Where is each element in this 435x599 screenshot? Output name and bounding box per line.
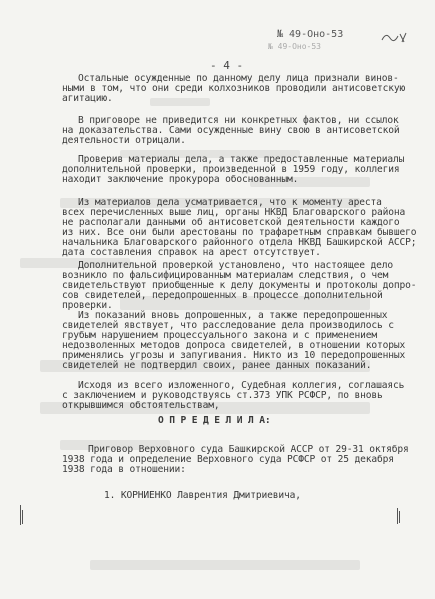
text-line: проверки. <box>62 300 113 311</box>
case-reference-faint: № 49-Оно-53 <box>268 42 321 51</box>
text-line: свидетелей явствует, что расследование дела производилось с <box>62 320 394 331</box>
page-number: - 4 - <box>210 59 244 72</box>
text-line: открывшимся обстоятельствам, <box>62 400 220 411</box>
text-line: Остальные осужденные по данному делу лица признали винов- <box>78 73 399 84</box>
text-line: дата составления справок на арест отсутствует. <box>62 247 321 258</box>
section-heading: О П Р Е Д Е Л И Л А: <box>158 415 271 426</box>
text-line: свидетелей не подтвердил своих, ранее данных показаний. <box>62 360 372 371</box>
text-line: не располагали данными об антисоветской деятельности каждого <box>62 217 400 228</box>
text-line: с заключением и руководствуясь ст.373 УПК РСФСР, по вновь <box>62 390 383 401</box>
text-line: находит заключение прокурора обоснованным. <box>62 174 299 185</box>
margin-mark <box>399 511 400 523</box>
text-line: Исходя из всего изложенного, Судебная коллегия, соглашаясь <box>78 380 405 391</box>
text-line: на доказательства. Сами осужденные вину свою в антисоветской <box>62 125 400 136</box>
text-line: Из материалов дела усматривается, что к моменту ареста <box>78 197 382 208</box>
text-line: деятельности отрицали. <box>62 135 186 146</box>
text-line: дополнительной проверки, произведенной в 1959 году, коллегия <box>62 164 400 175</box>
scan-smudge <box>90 560 360 570</box>
text-line: 1938 года и определение Верховного суда РСФСР от 25 декабря <box>62 454 394 465</box>
defendant-line: 1. КОРНИЕНКО Лаврентия Дмитриевича, <box>104 490 301 501</box>
text-line: Дополнительной проверкой установлено, что настоящее дело <box>78 260 394 271</box>
text-line: Приговор Верховного суда Башкирской АССР от 29-31 октября <box>88 444 409 455</box>
text-line: из них. Все они были арестованы по трафаретным справкам бывшего <box>62 227 417 238</box>
text-line: применялись угрозы и запугивания. Никто из 10 передопрошенных <box>62 350 406 361</box>
text-line: всех перечисленных выше лиц, органы НКВД Благоварского района <box>62 207 406 218</box>
margin-mark <box>397 508 398 524</box>
text-line: недозволенных методов допроса свидетелей, в отношении которых <box>62 340 406 351</box>
handwritten-initials-icon <box>380 30 410 44</box>
text-line: возникло по фальсифицированным материалам следствия, о чем <box>62 270 389 281</box>
text-line: Из показаний вновь допрошенных, а также передопрошенных <box>78 310 388 321</box>
text-line: сов свидетелей, передопрошенных в процессе дополнительной <box>62 290 383 301</box>
text-line: грубым нарушением процессуального закона и с применением <box>62 330 378 341</box>
case-reference: № 49-Оно-53 <box>277 29 344 40</box>
text-line: В приговоре не приведится ни конкретных фактов, ни ссылок <box>78 115 399 126</box>
text-line: агитацию. <box>62 93 113 104</box>
margin-mark <box>22 510 23 524</box>
margin-mark <box>20 505 21 525</box>
text-line: Проверив материалы дела, а также предоставленные материалы <box>78 154 405 165</box>
scan-smudge <box>150 98 210 106</box>
text-line: 1938 года в отношении: <box>62 464 186 475</box>
text-line: свидетельствуют приобщенные к делу документы и протоколы допро- <box>62 280 417 291</box>
text-line: ными в том, что они среди колхозников проводили антисоветскую <box>62 83 406 94</box>
text-line: начальника Благоварского районного отдела НКВД Башкирской АССР; <box>62 237 417 248</box>
